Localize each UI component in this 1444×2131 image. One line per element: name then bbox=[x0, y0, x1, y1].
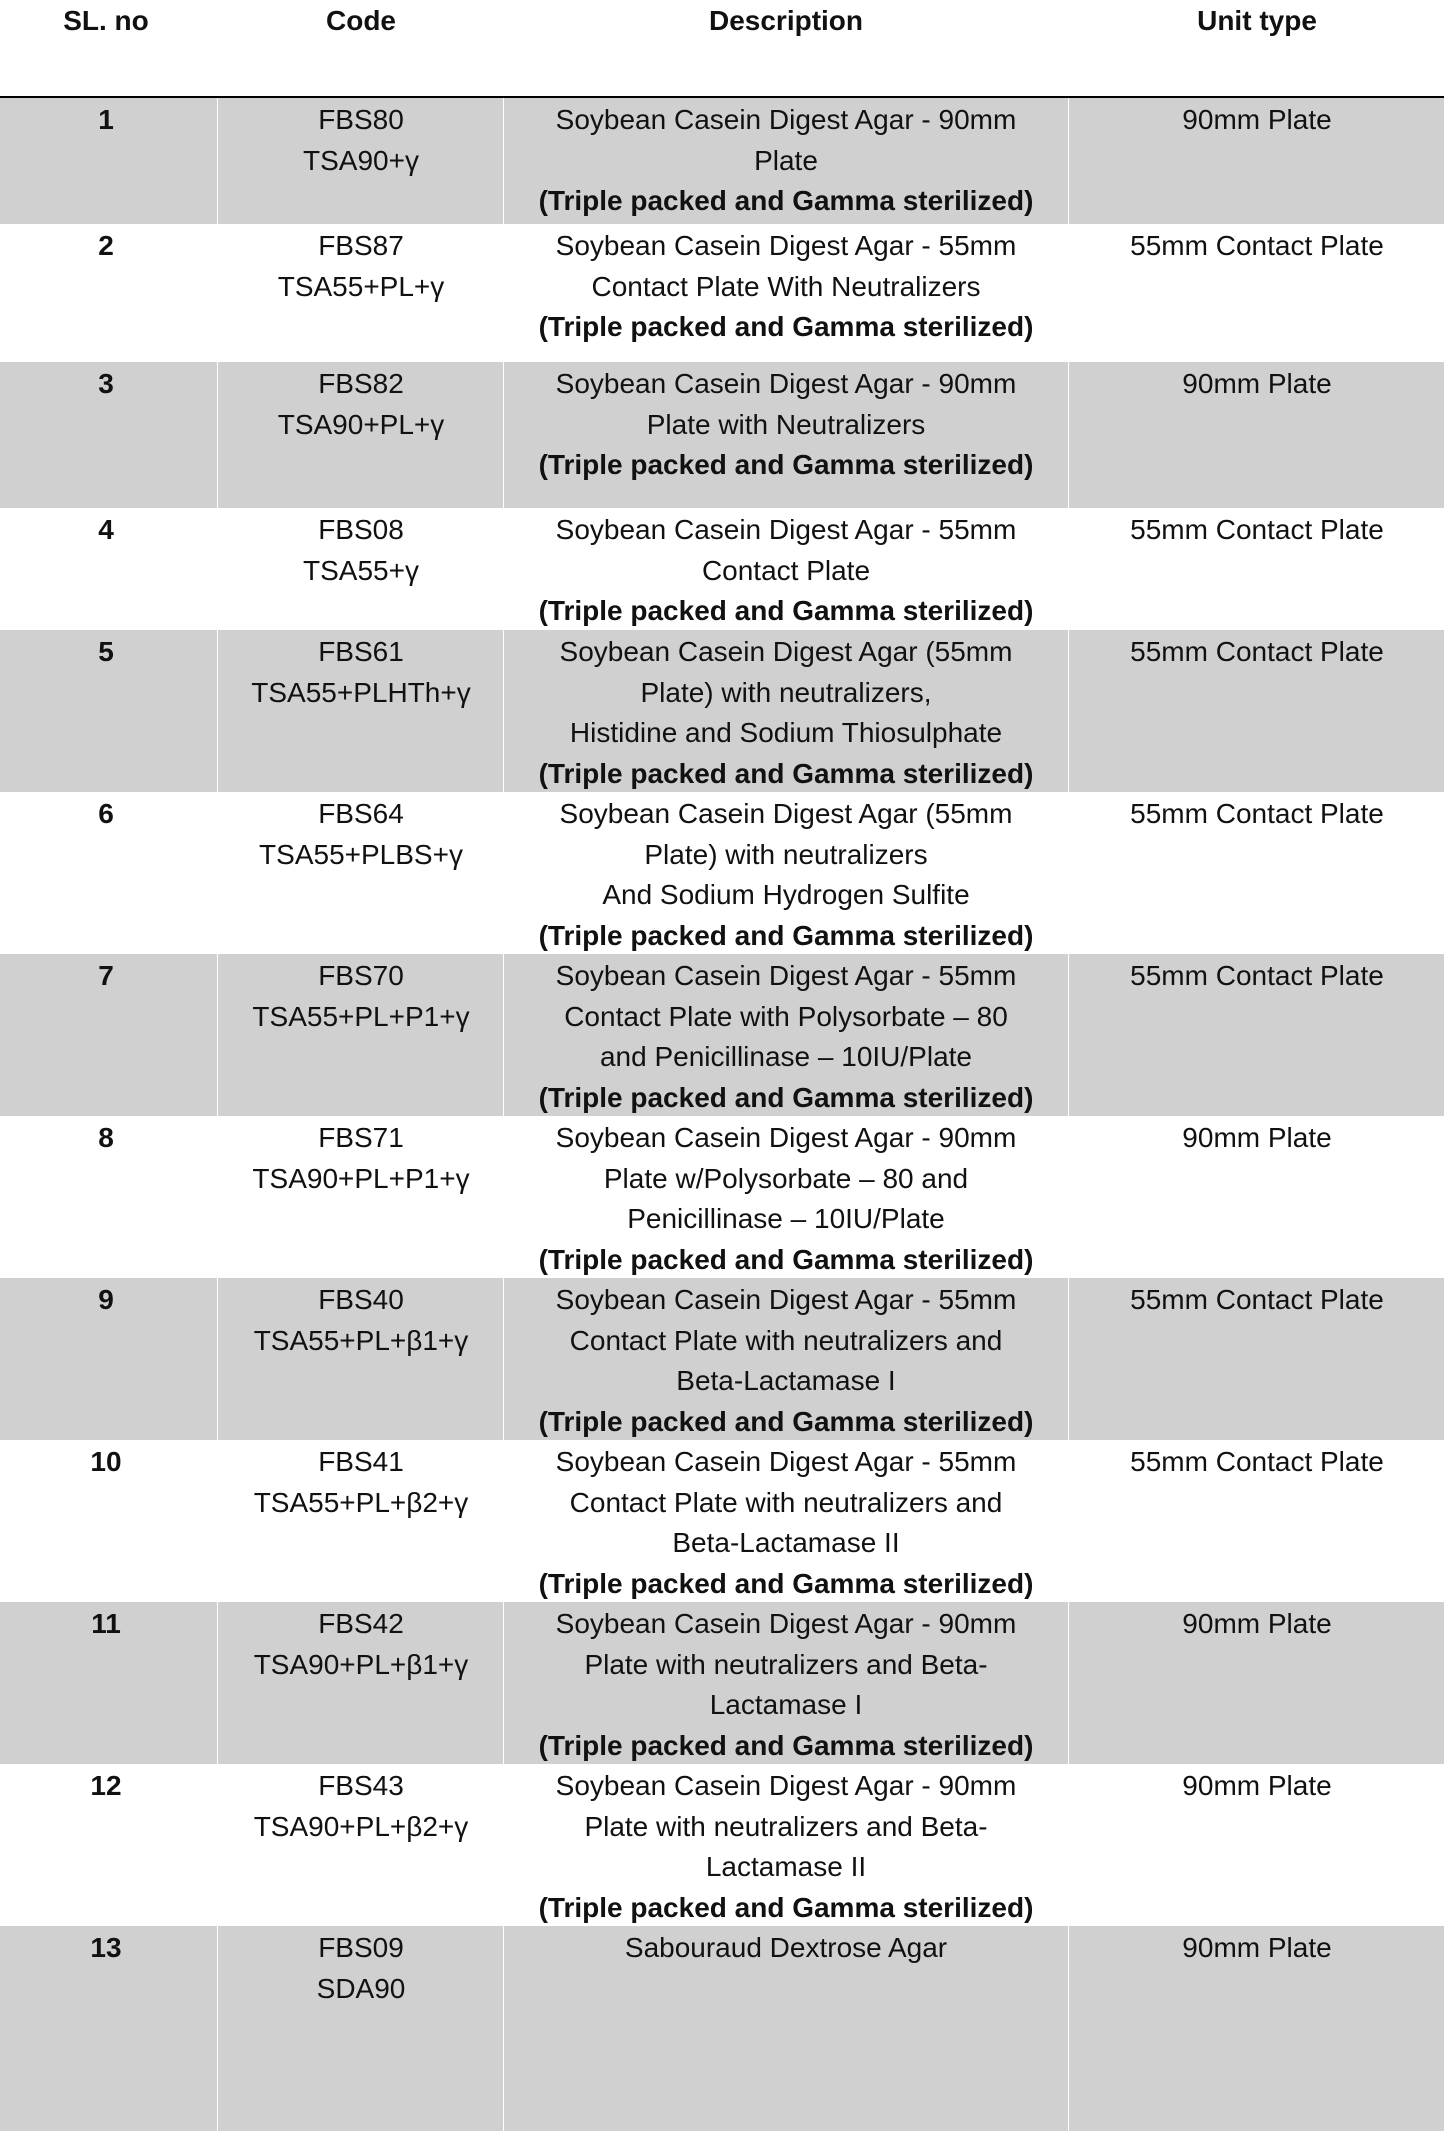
description-line: Plate) with neutralizers, bbox=[640, 676, 932, 708]
table-row bbox=[0, 362, 1444, 508]
sterilization-note: (Triple packed and Gamma sterilized) bbox=[538, 757, 1034, 789]
table-row bbox=[0, 1278, 1444, 1440]
sl-number: 4 bbox=[98, 514, 114, 545]
code-line: FBS42 bbox=[318, 1608, 404, 1639]
column-divider bbox=[1068, 954, 1069, 1116]
description-cell bbox=[505, 632, 1067, 794]
description-line: Plate w/Polysorbate – 80 and bbox=[603, 1162, 969, 1194]
description-line: And Sodium Hydrogen Sulfite bbox=[602, 879, 970, 911]
description-cell bbox=[505, 1118, 1067, 1280]
description-line: Plate bbox=[754, 144, 818, 176]
sl-number: 5 bbox=[98, 636, 114, 667]
code-line: FBS09 bbox=[318, 1932, 404, 1963]
sl-number: 1 bbox=[98, 104, 114, 135]
column-divider bbox=[1068, 1926, 1069, 2131]
code-cell bbox=[220, 510, 502, 591]
unit-type-cell: 90mm Plate bbox=[1182, 1770, 1332, 1801]
unit-type-cell: 55mm Contact Plate bbox=[1130, 230, 1384, 261]
sterilization-note: (Triple packed and Gamma sterilized) bbox=[538, 1891, 1034, 1923]
description-line: Contact Plate With Neutralizers bbox=[591, 270, 981, 302]
description-cell bbox=[505, 226, 1067, 348]
column-divider bbox=[1068, 98, 1069, 224]
description-cell bbox=[505, 1442, 1067, 1604]
description-line: Soybean Casein Digest Agar (55mm bbox=[559, 798, 1013, 829]
column-divider bbox=[217, 1440, 218, 1602]
description-line: Beta-Lactamase II bbox=[672, 1527, 900, 1559]
description-line: Soybean Casein Digest Agar - 90mm bbox=[555, 104, 1017, 135]
sl-number: 2 bbox=[98, 230, 114, 261]
description-line: Soybean Casein Digest Agar - 90mm bbox=[555, 1770, 1017, 1801]
description-cell bbox=[505, 1280, 1067, 1442]
column-divider bbox=[217, 1116, 218, 1278]
column-divider bbox=[1068, 508, 1069, 630]
sl-number: 6 bbox=[98, 798, 114, 829]
description-line: Soybean Casein Digest Agar - 55mm bbox=[555, 230, 1017, 261]
table-row bbox=[0, 224, 1444, 362]
code-line: FBS43 bbox=[318, 1770, 404, 1801]
code-line: TSA90+PL+P1+γ bbox=[252, 1162, 470, 1194]
column-divider bbox=[1068, 1278, 1069, 1440]
column-divider bbox=[503, 1440, 504, 1602]
table-row bbox=[0, 1602, 1444, 1764]
description-line: Soybean Casein Digest Agar - 90mm bbox=[555, 368, 1017, 399]
code-line: TSA55+PL+β1+γ bbox=[253, 1324, 469, 1356]
sl-number: 13 bbox=[90, 1932, 122, 1963]
code-line: TSA55+PLBS+γ bbox=[259, 838, 463, 870]
sterilization-note: (Triple packed and Gamma sterilized) bbox=[538, 1081, 1034, 1113]
description-line: Plate with Neutralizers bbox=[646, 408, 926, 440]
description-line: Plate with neutralizers and Beta- bbox=[584, 1648, 988, 1680]
unit-type-cell: 55mm Contact Plate bbox=[1130, 1446, 1384, 1477]
code-line: TSA90+PL+γ bbox=[277, 408, 445, 440]
description-line: Lactamase I bbox=[709, 1689, 863, 1721]
table-header bbox=[0, 0, 1444, 98]
description-line: Soybean Casein Digest Agar - 55mm bbox=[555, 1284, 1017, 1315]
code-line: TSA55+PL+γ bbox=[277, 270, 445, 302]
column-divider bbox=[217, 98, 218, 224]
table-row bbox=[0, 1764, 1444, 1926]
description-line: Contact Plate with neutralizers and bbox=[569, 1324, 1003, 1356]
code-cell bbox=[220, 1604, 502, 1685]
description-cell bbox=[505, 1928, 1067, 1969]
code-line: TSA90+PL+β1+γ bbox=[253, 1648, 469, 1680]
table-row bbox=[0, 1926, 1444, 2131]
table-row bbox=[0, 630, 1444, 792]
sl-number: 12 bbox=[90, 1770, 122, 1801]
table-row bbox=[0, 1440, 1444, 1602]
column-divider bbox=[217, 1602, 218, 1764]
sl-number: 8 bbox=[98, 1122, 114, 1153]
column-divider bbox=[503, 1278, 504, 1440]
column-divider bbox=[217, 954, 218, 1116]
column-divider bbox=[1068, 1764, 1069, 1926]
description-line: Penicillinase – 10IU/Plate bbox=[627, 1203, 945, 1235]
column-divider bbox=[1068, 792, 1069, 954]
column-divider bbox=[217, 1926, 218, 2131]
table-row bbox=[0, 98, 1444, 224]
description-cell bbox=[505, 1604, 1067, 1766]
header-code: Code bbox=[326, 5, 396, 36]
description-line: Sabouraud Dextrose Agar bbox=[624, 1932, 948, 1963]
description-cell bbox=[505, 956, 1067, 1118]
code-line: FBS70 bbox=[318, 960, 404, 991]
header-unit-type: Unit type bbox=[1197, 5, 1317, 36]
sterilization-note: (Triple packed and Gamma sterilized) bbox=[538, 449, 1034, 481]
column-divider bbox=[503, 224, 504, 362]
code-cell bbox=[220, 1442, 502, 1523]
unit-type-cell: 55mm Contact Plate bbox=[1130, 960, 1384, 991]
description-cell bbox=[505, 1766, 1067, 1928]
description-line: Plate with neutralizers and Beta- bbox=[584, 1810, 988, 1842]
column-divider bbox=[1068, 1440, 1069, 1602]
code-cell bbox=[220, 364, 502, 445]
column-divider bbox=[217, 508, 218, 630]
sterilization-note: (Triple packed and Gamma sterilized) bbox=[538, 1729, 1034, 1761]
unit-type-cell: 55mm Contact Plate bbox=[1130, 1284, 1384, 1315]
description-line: Soybean Casein Digest Agar - 90mm bbox=[555, 1608, 1017, 1639]
description-line: Contact Plate with neutralizers and bbox=[569, 1486, 1003, 1518]
sl-number: 3 bbox=[98, 368, 114, 399]
column-divider bbox=[1068, 1602, 1069, 1764]
code-line: FBS41 bbox=[318, 1446, 404, 1477]
unit-type-cell: 55mm Contact Plate bbox=[1130, 514, 1384, 545]
header-sl-no: SL. no bbox=[63, 5, 149, 36]
column-divider bbox=[1068, 362, 1069, 508]
description-line: Beta-Lactamase I bbox=[676, 1365, 896, 1397]
code-line: FBS82 bbox=[318, 368, 404, 399]
column-divider bbox=[217, 630, 218, 792]
description-line: Contact Plate bbox=[701, 554, 871, 586]
code-cell bbox=[220, 226, 502, 307]
unit-type-cell: 90mm Plate bbox=[1182, 1122, 1332, 1153]
table-row bbox=[0, 792, 1444, 954]
code-line: TSA55+γ bbox=[303, 554, 419, 586]
description-line: Lactamase II bbox=[705, 1851, 867, 1883]
description-line: Soybean Casein Digest Agar - 90mm bbox=[555, 1122, 1017, 1153]
column-divider bbox=[503, 630, 504, 792]
code-line: FBS80 bbox=[318, 104, 404, 135]
code-line: TSA90+γ bbox=[303, 144, 419, 176]
table-row bbox=[0, 508, 1444, 630]
table-row bbox=[0, 954, 1444, 1116]
code-cell bbox=[220, 1766, 502, 1847]
sterilization-note: (Triple packed and Gamma sterilized) bbox=[538, 1243, 1034, 1275]
code-cell bbox=[220, 100, 502, 181]
description-line: Soybean Casein Digest Agar - 55mm bbox=[555, 960, 1017, 991]
description-line: Histidine and Sodium Thiosulphate bbox=[569, 717, 1003, 749]
code-line: FBS87 bbox=[318, 230, 404, 261]
column-divider bbox=[503, 1926, 504, 2131]
column-divider bbox=[217, 362, 218, 508]
column-divider bbox=[503, 1602, 504, 1764]
unit-type-cell: 55mm Contact Plate bbox=[1130, 798, 1384, 829]
unit-type-cell: 90mm Plate bbox=[1182, 368, 1332, 399]
code-cell bbox=[220, 1928, 502, 2009]
description-line: Soybean Casein Digest Agar - 55mm bbox=[555, 514, 1017, 545]
column-divider bbox=[1068, 1116, 1069, 1278]
description-cell bbox=[505, 794, 1067, 956]
sterilization-note: (Triple packed and Gamma sterilized) bbox=[538, 1567, 1034, 1599]
code-cell bbox=[220, 632, 502, 713]
code-line: SDA90 bbox=[316, 1972, 406, 2004]
column-divider bbox=[217, 1764, 218, 1926]
code-line: FBS61 bbox=[318, 636, 404, 667]
unit-type-cell: 90mm Plate bbox=[1182, 1932, 1332, 1963]
code-line: TSA55+PLHTh+γ bbox=[251, 676, 471, 708]
code-cell bbox=[220, 794, 502, 875]
column-divider bbox=[503, 362, 504, 508]
description-line: Soybean Casein Digest Agar (55mm bbox=[559, 636, 1013, 667]
description-line: Plate) with neutralizers bbox=[644, 838, 928, 870]
code-cell bbox=[220, 1280, 502, 1361]
column-divider bbox=[503, 1764, 504, 1926]
column-divider bbox=[503, 954, 504, 1116]
sterilization-note: (Triple packed and Gamma sterilized) bbox=[538, 185, 1034, 217]
unit-type-cell: 90mm Plate bbox=[1182, 1608, 1332, 1639]
table-row bbox=[0, 1116, 1444, 1278]
sl-number: 7 bbox=[98, 960, 114, 991]
sterilization-note: (Triple packed and Gamma sterilized) bbox=[538, 919, 1034, 951]
sterilization-note: (Triple packed and Gamma sterilized) bbox=[538, 311, 1034, 343]
column-divider bbox=[503, 98, 504, 224]
code-line: FBS08 bbox=[318, 514, 404, 545]
column-divider bbox=[503, 1116, 504, 1278]
column-divider bbox=[217, 792, 218, 954]
code-cell bbox=[220, 956, 502, 1037]
sl-number: 9 bbox=[98, 1284, 114, 1315]
column-divider bbox=[1068, 630, 1069, 792]
code-line: FBS71 bbox=[318, 1122, 404, 1153]
column-divider bbox=[1068, 224, 1069, 362]
column-divider bbox=[503, 508, 504, 630]
sl-number: 11 bbox=[91, 1608, 121, 1639]
sterilization-note: (Triple packed and Gamma sterilized) bbox=[538, 1405, 1034, 1437]
code-line: TSA55+PL+β2+γ bbox=[253, 1486, 469, 1518]
code-line: TSA55+PL+P1+γ bbox=[252, 1000, 470, 1032]
unit-type-cell: 90mm Plate bbox=[1182, 104, 1332, 135]
sterilization-note: (Triple packed and Gamma sterilized) bbox=[538, 595, 1034, 627]
code-cell bbox=[220, 1118, 502, 1199]
sl-number: 10 bbox=[90, 1446, 122, 1477]
description-cell bbox=[505, 100, 1067, 222]
description-line: Contact Plate with Polysorbate – 80 bbox=[564, 1000, 1008, 1032]
description-cell bbox=[505, 364, 1067, 486]
column-divider bbox=[503, 792, 504, 954]
column-divider bbox=[217, 224, 218, 362]
code-line: TSA90+PL+β2+γ bbox=[253, 1810, 469, 1842]
description-line: Soybean Casein Digest Agar - 55mm bbox=[555, 1446, 1017, 1477]
code-line: FBS40 bbox=[318, 1284, 404, 1315]
unit-type-cell: 55mm Contact Plate bbox=[1130, 636, 1384, 667]
description-cell bbox=[505, 510, 1067, 632]
header-description: Description bbox=[708, 5, 864, 36]
code-line: FBS64 bbox=[318, 798, 404, 829]
column-divider bbox=[217, 1278, 218, 1440]
description-line: and Penicillinase – 10IU/Plate bbox=[599, 1041, 972, 1073]
